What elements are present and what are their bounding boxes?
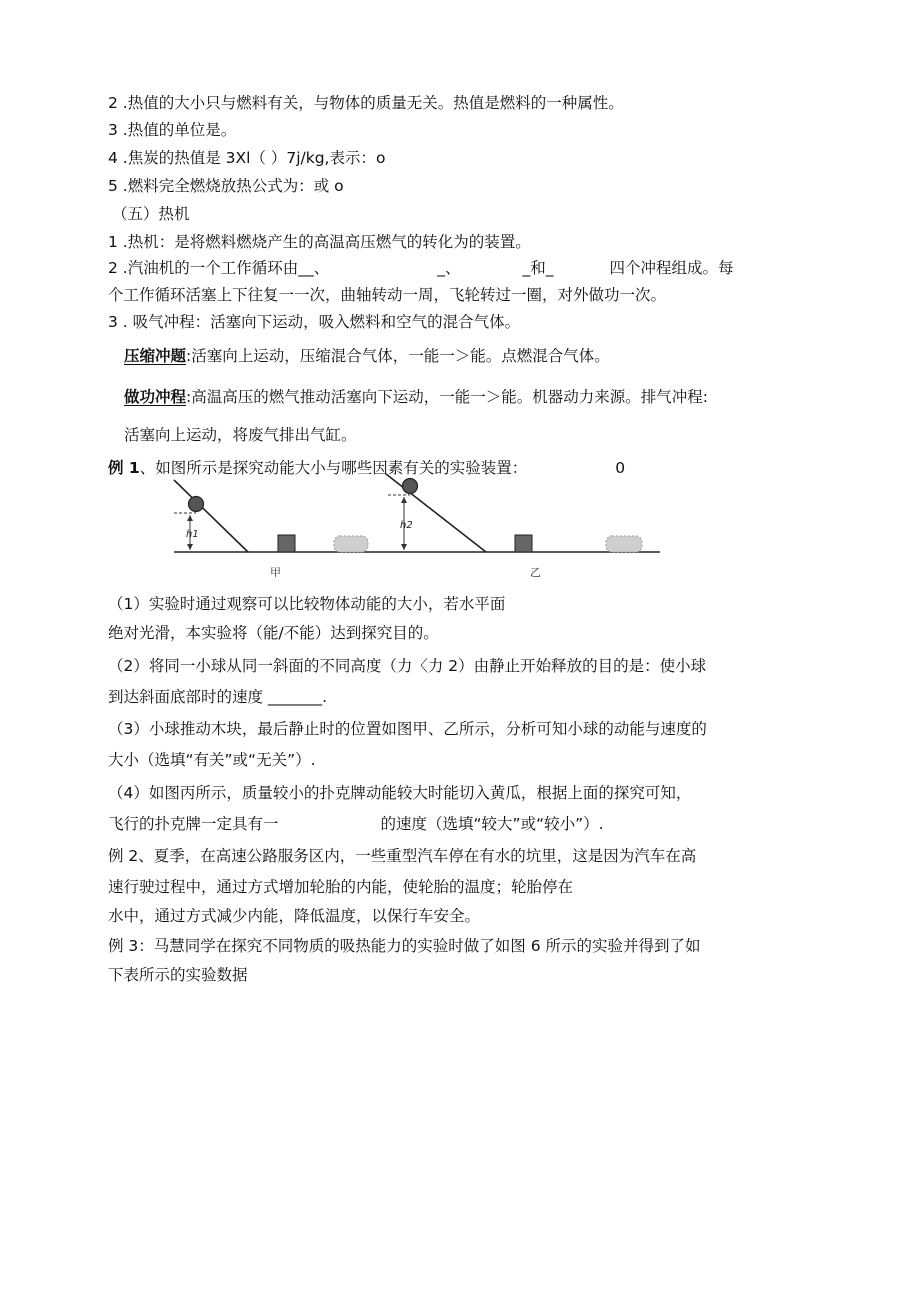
ball-right xyxy=(403,479,418,494)
compression-stroke-text: :活塞向上运动，压缩混合气体，一能一＞能。点燃混合气体。 xyxy=(186,347,610,365)
figure-right xyxy=(386,474,660,579)
section-heading-heat-engine: （五）热机 xyxy=(112,205,190,223)
line-compression-stroke xyxy=(124,345,610,367)
arrow-up-left xyxy=(187,515,193,521)
figure-label-jia: 甲 xyxy=(270,566,281,579)
line-exhaust-stroke: 活塞向上运动，将废气排出气缸。 xyxy=(124,426,357,444)
line-heat-value-unit: 3 .热值的单位是。 xyxy=(108,121,237,139)
question-3-line-1: （3）小球推动木块，最后静止时的位置如图甲、乙所示，分析可知小球的动能与速度的 xyxy=(108,720,707,738)
line-coke-heat-value: 4 .焦炭的热值是 3Xl（ ）7j∕kg,表示：o xyxy=(108,149,386,167)
cycle-part-3: _和_ xyxy=(522,259,554,277)
cycle-part-4: 四个冲程组成。每 xyxy=(609,259,734,277)
arrow-down-right xyxy=(401,544,407,550)
example-3-line-1: 例 3：马慧同学在探究不同物质的吸热能力的实验时做了如图 6 所示的实验并得到了如 xyxy=(108,937,701,955)
wood-block-right xyxy=(515,535,532,552)
power-stroke-text: :高温高压的燃气推动活塞向下运动，一能一＞能。机器动力来源。排气冲程: xyxy=(186,388,708,406)
question-4-line-2 xyxy=(108,813,604,835)
example-1-label: 例 1 xyxy=(108,459,140,477)
question-3-line-2: 大小（选填“有关”或“无关”）. xyxy=(108,751,316,769)
cycle-part-1: 2 .汽油机的一个工作循环由__、 xyxy=(108,259,330,277)
block-final-right xyxy=(606,536,642,552)
example-2-line-1: 例 2、夏季，在高速公路服务区内，一些重型汽车停在有水的坑里，这是因为汽车在高 xyxy=(108,847,697,865)
line-cycle-description: 个工作循环活塞上下往复一一次，曲轴转动一周，飞轮转过一圈，对外做功一次。 xyxy=(108,286,667,304)
line-gasoline-engine-cycle xyxy=(108,257,734,279)
cycle-part-2: _、 xyxy=(437,259,461,277)
ball-left xyxy=(189,497,204,512)
question-1-line-1: （1）实验时通过观察可以比较物体动能的大小，若水平面 xyxy=(108,595,506,613)
power-stroke-heading: 做功冲程 xyxy=(124,388,187,406)
example-2-line-3: 水中，通过方式减少内能，降低温度，以保行车安全。 xyxy=(108,907,481,925)
wood-block-left xyxy=(278,535,295,552)
arrow-up-right xyxy=(401,497,407,503)
incline-right xyxy=(386,474,486,552)
example-2-line-2: 速行驶过程中，通过方式增加轮胎的内能，使轮胎的温度；轮胎停在 xyxy=(108,878,574,896)
question-4-line-1: （4）如图丙所示，质量较小的扑克牌动能较大时能切入黄瓜，根据上面的探究可知， xyxy=(108,784,692,802)
incline-left xyxy=(174,480,248,552)
example-3-line-2: 下表所示的实验数据 xyxy=(108,966,248,984)
question-4-text-b: 的速度（选填“较大”或“较小”）. xyxy=(380,815,604,833)
line-heat-engine-definition: 1 .热机：是将燃料燃烧产生的高温高压燃气的转化为的装置。 xyxy=(108,233,531,251)
line-intake-stroke: 3 . 吸气冲程：活塞向下运动，吸入燃料和空气的混合气体。 xyxy=(108,313,521,331)
line-heat-value-property: 2 .热值的大小只与燃料有关，与物体的质量无关。热值是燃料的一种属性。 xyxy=(108,94,624,112)
question-2-line-1: （2）将同一小球从同一斜面的不同高度（力〈力 2）由静止开始释放的目的是：使小球 xyxy=(108,657,707,675)
block-final-left xyxy=(334,536,368,552)
line-heat-formula: 5 .燃料完全燃烧放热公式为：或 o xyxy=(108,177,344,195)
question-4-text-a: 飞行的扑克牌一定具有一 xyxy=(108,815,279,833)
figure-left xyxy=(174,480,392,579)
h2-label: h2 xyxy=(400,520,413,531)
example-1-text: 、如图所示是探究动能大小与哪些因素有关的实验装置： xyxy=(139,459,528,477)
figure-label-yi: 乙 xyxy=(530,566,541,579)
compression-stroke-heading: 压缩冲题 xyxy=(124,347,187,365)
h1-label: h1 xyxy=(186,529,199,540)
question-2-line-2: 到达斜面底部时的速度 _______. xyxy=(108,688,328,706)
example-1-tail: 0 xyxy=(615,459,626,477)
line-power-stroke xyxy=(124,386,708,408)
kinetic-energy-figure xyxy=(160,472,670,584)
arrow-down-left xyxy=(187,544,193,550)
question-1-line-2: 绝对光滑，本实验将（能/不能）达到探究目的。 xyxy=(108,624,439,642)
